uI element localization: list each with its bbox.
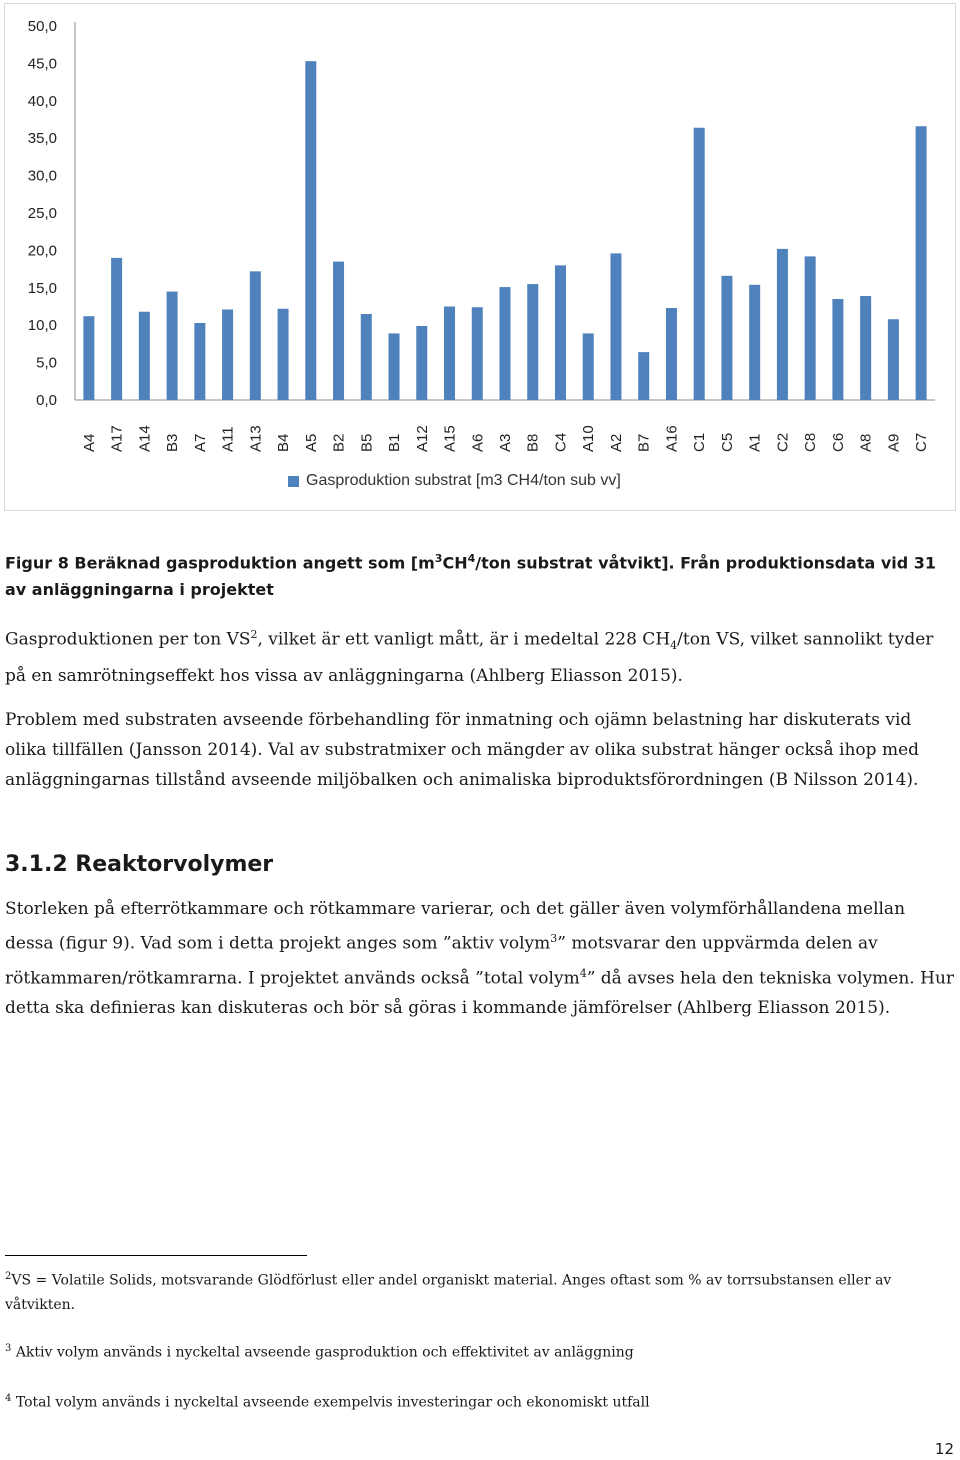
bar-A7 <box>194 323 205 400</box>
x-tick-label: C4 <box>552 432 570 452</box>
footnote-text: Aktiv volym används i nyckeltal avseende gasproduktion och effektivitet av anläggning <box>11 1344 634 1361</box>
caption-text-2: CH <box>442 553 468 573</box>
x-tick-label: A5 <box>302 433 320 452</box>
y-tick-label: 0,0 <box>36 392 57 409</box>
section-heading: 3.1.2 Reaktorvolymer <box>5 852 274 877</box>
paragraph-1 <box>5 620 955 691</box>
x-tick-label: A9 <box>885 433 903 452</box>
bar-A11 <box>222 309 233 400</box>
footnote-mark: 2 <box>5 1271 12 1282</box>
x-tick-label: B1 <box>386 433 404 452</box>
bar-A15 <box>444 307 455 401</box>
bar-A16 <box>666 308 677 400</box>
bar-A13 <box>250 271 261 400</box>
x-tick-label: B7 <box>635 433 653 452</box>
bar-C7 <box>916 126 927 400</box>
y-tick-label: 25,0 <box>27 205 57 222</box>
x-tick-label: A15 <box>441 425 459 452</box>
x-tick-label: C6 <box>829 432 847 452</box>
bar-C4 <box>555 265 566 400</box>
footnote-text: Total volym används i nyckeltal avseende exempelvis investeringar och ekonomiskt utfall <box>11 1394 650 1411</box>
y-tick-label: 15,0 <box>27 279 57 297</box>
bar-A12 <box>416 326 427 400</box>
figure-caption <box>5 545 960 603</box>
x-tick-label: B5 <box>358 433 376 452</box>
bar-A8 <box>860 296 871 400</box>
x-tick-label: A8 <box>857 433 875 452</box>
x-tick-label: C7 <box>913 432 931 452</box>
caption-sup-1: 3 <box>434 552 443 565</box>
footnote-3 <box>5 1337 955 1365</box>
footnote-mark: 4 <box>5 1393 12 1404</box>
para3-text-2: ” motsvarar den uppvärmda delen av rötkammaren/rötkamrarna. I projektet används också ”total volym <box>5 933 878 989</box>
x-tick-label: B2 <box>330 433 348 452</box>
page-number: 12 <box>934 1440 954 1458</box>
y-tick-label: 5,0 <box>36 354 57 372</box>
legend-label: Gasproduktion substrat [m3 CH4/ton sub vv] <box>306 472 621 489</box>
y-tick-label: 10,0 <box>27 317 57 335</box>
bar-A4 <box>83 316 94 400</box>
bar-B8 <box>527 284 538 400</box>
bar-B4 <box>278 309 289 400</box>
y-tick-label: 50,0 <box>27 18 57 35</box>
x-tick-label: A12 <box>413 425 431 452</box>
bar-C1 <box>694 128 705 400</box>
bar-A2 <box>610 253 621 400</box>
x-tick-label: A11 <box>219 426 237 452</box>
x-tick-label: C1 <box>691 432 709 452</box>
footnote-text: VS = Volatile Solids, motsvarande Glödförlust eller andel organiskt material. Anges oftast som % av torrsubstansen eller av våtvikten. <box>5 1272 892 1313</box>
x-tick-label: C2 <box>774 432 792 452</box>
paragraph-2: Problem med substraten avseende förbehandling för inmatning och ojämn belastning har diskuterats vid olika tillfällen (Jansson 2014). Val av substratmixer och mängder av olika substrat hänger också ihop med anläggningarnas tillstånd avseende miljöbalken och animaliska biproduktsförordningen (B Nilsson 2014). <box>5 710 920 790</box>
bar-A5 <box>305 61 316 400</box>
para1-footnote-ref: 2 <box>250 628 258 641</box>
x-tick-label: A10 <box>580 425 598 452</box>
y-tick-label: 40,0 <box>27 92 57 110</box>
bar-A6 <box>472 307 483 400</box>
para3-text-3: ” då avses hela den tekniska volymen. Hur detta ska definieras kan diskuteras och bör så göras i kommande jämförelser (Ahlberg Eliasson 2015). <box>5 968 955 1019</box>
x-tick-label: B8 <box>524 433 542 452</box>
paragraph-3 <box>5 894 955 1023</box>
x-tick-label: A14 <box>136 425 154 452</box>
bar-B7 <box>638 352 649 400</box>
bar-B3 <box>167 292 178 400</box>
chart-canvas <box>5 4 955 510</box>
bar-C8 <box>805 256 816 400</box>
x-tick-label: B3 <box>164 433 182 452</box>
caption-text-1: Figur 8 Beräknad gasproduktion angett som [m <box>5 553 435 573</box>
x-tick-label: A7 <box>191 433 209 452</box>
footnote-separator <box>5 1255 307 1256</box>
x-tick-label: A6 <box>469 433 487 452</box>
bar-A14 <box>139 312 150 400</box>
bar-C2 <box>777 249 788 400</box>
para3-text-1: Storleken på efterrötkammare och rötkammare varierar, och det gäller även volymförhållandena mellan dessa (figur 9). Vad som i detta projekt anges som ”aktiv volym <box>5 899 906 954</box>
x-tick-label: A3 <box>497 433 514 452</box>
bar-B2 <box>333 262 344 400</box>
bar-B5 <box>361 314 372 400</box>
x-tick-label: A1 <box>746 433 764 452</box>
para1-subscript: 4 <box>670 639 678 653</box>
bar-C6 <box>832 299 843 400</box>
x-tick-label: B4 <box>275 433 293 452</box>
bar-A9 <box>888 319 899 400</box>
footnote-2 <box>5 1265 955 1317</box>
x-tick-label: A2 <box>607 433 625 452</box>
bar-A17 <box>111 258 122 400</box>
legend-swatch <box>288 476 299 487</box>
x-tick-label: A16 <box>663 425 681 452</box>
para1-text-2: , vilket är ett vanligt mått, är i medeltal 228 CH <box>257 629 671 650</box>
para1-text-3: /ton VS, vilket sannolikt tyder på en samrötningseffekt hos vissa av anläggningarna (Ahlberg Eliasson 2015). <box>5 629 934 687</box>
footnote-4 <box>5 1387 955 1415</box>
bar-C5 <box>721 276 732 400</box>
y-tick-label: 20,0 <box>27 242 57 260</box>
caption-text-3: /ton substrat våtvikt]. Från produktionsdata vid 31 av anläggningarna i projektet <box>5 553 937 600</box>
y-tick-label: 35,0 <box>27 130 57 148</box>
footnote-mark: 3 <box>5 1343 12 1354</box>
chart-legend <box>288 472 621 490</box>
x-tick-label: C8 <box>802 432 820 452</box>
bar-A10 <box>583 333 594 400</box>
y-tick-label: 30,0 <box>27 167 57 185</box>
x-tick-label: C5 <box>718 432 736 452</box>
y-tick-label: 45,0 <box>27 55 57 73</box>
bar-A3 <box>500 287 511 400</box>
bar-B1 <box>389 333 400 400</box>
bar-chart <box>4 3 956 511</box>
x-tick-label: A17 <box>108 425 126 452</box>
bar-A1 <box>749 285 760 400</box>
para3-footnote-ref-4: 4 <box>579 966 587 980</box>
para1-text-1: Gasproduktionen per ton VS <box>5 629 251 650</box>
x-tick-label: A4 <box>80 433 98 452</box>
para3-footnote-ref-3: 3 <box>550 932 558 945</box>
caption-sup-2: 4 <box>467 552 476 565</box>
x-tick-label: A13 <box>247 425 265 452</box>
